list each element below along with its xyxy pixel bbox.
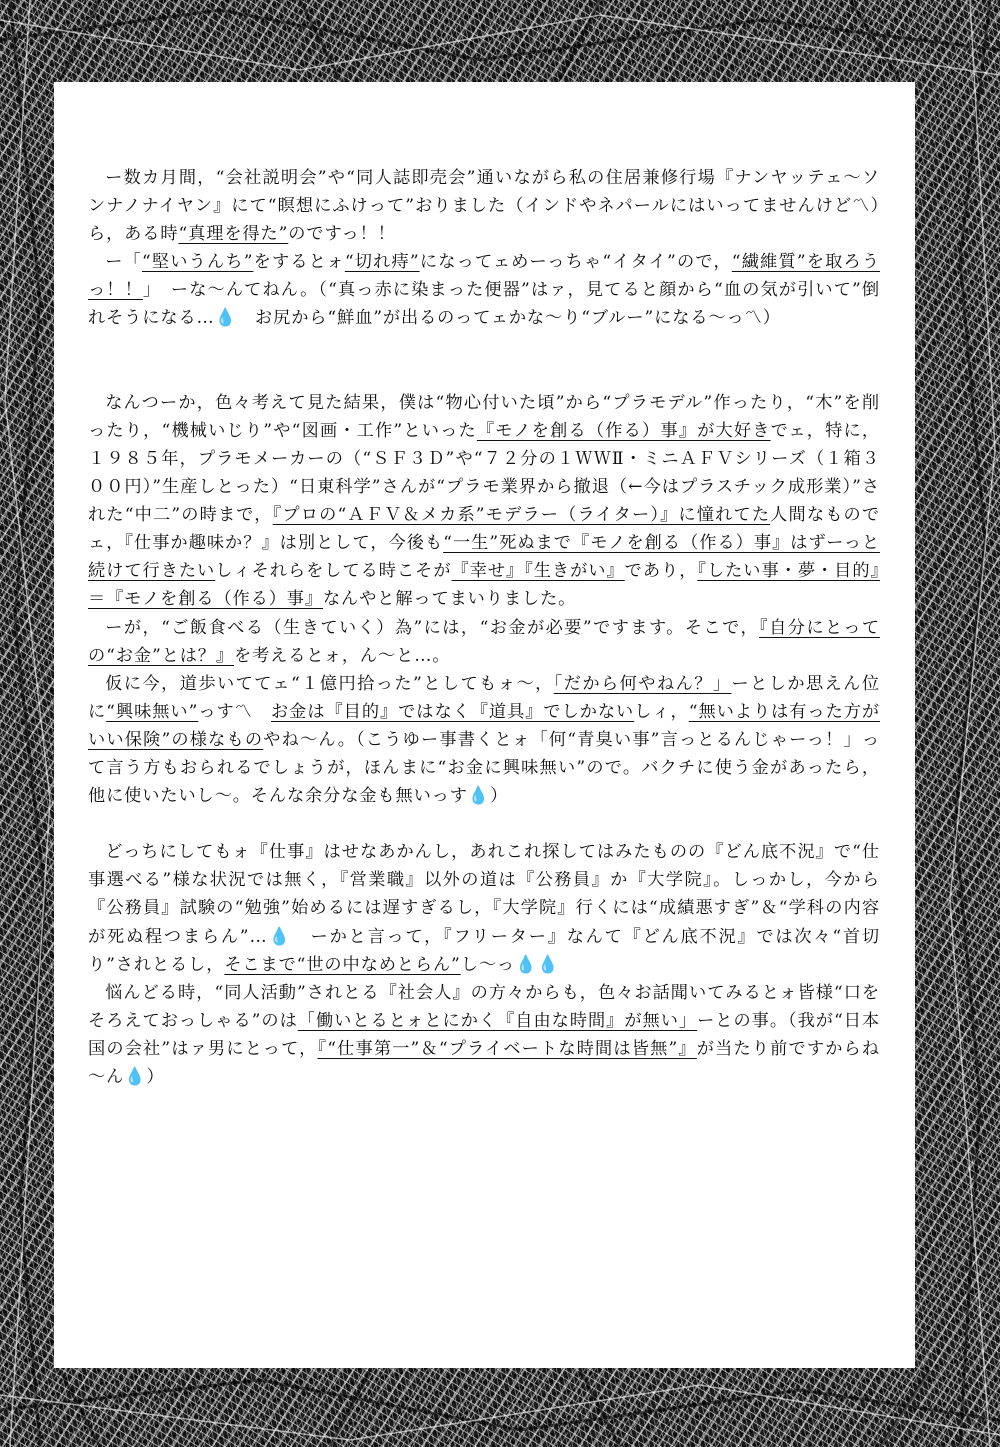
text-segment: になってェめーっちゃ“イタイ”ので， — [419, 252, 732, 273]
text-segment: のですっ！！ — [288, 224, 396, 245]
paragraph — [88, 389, 880, 614]
underlined-phrase: “切れ痔” — [344, 252, 420, 273]
paragraph — [88, 164, 880, 248]
underlined-phrase: 『したい事・夢・目的』＝『モノを創る（作る）事』 — [88, 561, 881, 610]
text-segment: を考えるとォ，ん～と…。 — [234, 645, 451, 666]
text-segment: ーが，“ご飯食べる（生きていく）為”には，“お金が必要”ですます。そこで， — [105, 617, 760, 638]
text-segment: 悩んどる時，“同人活動”されとる『社会人』の方々からも，色々お話聞いてみるとォ皆様“口をそろえておっしゃる”のは — [88, 982, 880, 1031]
text-segment: ーとしか思えん位に — [88, 673, 881, 722]
text-segment: 💧 — [267, 926, 292, 947]
underlined-phrase: 『自分にとっての“お金”とは？』 — [88, 617, 881, 666]
text-segment: ） — [762, 308, 781, 329]
text-segment: 💧💧 — [515, 954, 560, 975]
underlined-phrase: 『プロの“ＡＦＶ＆メカ系”モデラー（ライター）』に憧れてた — [272, 505, 771, 526]
text-segment: やね～ん。（こうゆー事書くとォ「何“青臭い事”言っとるんじゃーっ！」って言う方もおられるでしょうが，ほんまに“お金に興味無い”ので。バクチに使う金があったら，他に使いたいし～。そんな余分な金も無いっす — [88, 729, 880, 807]
text-segment: ） — [146, 1067, 165, 1087]
underlined-phrase: “一生”死ぬまで『モノを創る（作る）事』はずーっと続けて行きたい — [88, 533, 881, 582]
text-segment — [253, 702, 271, 722]
text-segment: ）ら，ある時 — [88, 196, 881, 245]
text-segment: ） — [490, 786, 509, 807]
paragraph — [88, 979, 880, 1091]
paragraph — [88, 248, 880, 332]
underlined-phrase: 『“仕事第一”＆“プライベートな時間は皆無”』 — [317, 1038, 697, 1059]
text-segment: でェ，特に，１９８５年，プラモメーカーの（“ＳＦ３Ｄ”や“７２分の１ＷＷⅡ・ミニＡＦＶシリーズ（１箱３００円）”生産しとった）“日東科学”さんが“プラモ業界から撤退（←今はプラスチック成形業）”された“中二”の時まで， — [88, 420, 880, 526]
text-segment: 〽 — [852, 196, 871, 217]
paragraph-gap — [88, 810, 880, 838]
text-segment: 〽 — [234, 701, 253, 722]
text-segment: 人間なものでェ，『仕事か趣味か？』は別として，今後も — [88, 505, 880, 554]
underlined-phrase: そこまで“世の中なめとらん” — [224, 954, 461, 975]
text-segment: が当たり前ですからね～ん — [88, 1038, 880, 1087]
underlined-phrase: 『幸せ』『生きがい』 — [451, 561, 625, 582]
underlined-phrase: “繊維質”を取ろうっ！！ — [88, 252, 880, 301]
paragraph-gap — [88, 361, 880, 389]
text-segment: 💧 — [124, 1067, 147, 1087]
text-segment: どっちにしてもォ『仕事』はせなあかんし，あれこれ探してはみたものの『どん底不況』で“仕事選べる”様な状況では無く，『営業職』以外の道は『公務員』か『大学院』。しっかし，今から『公務員』試験の“勉強”始めるには遅すぎるし，『大学院』行くには“成績悪すぎ”＆“学科の内容が死ぬ程つまらん”… — [88, 842, 880, 947]
paragraph-gap — [88, 333, 880, 361]
text-segment: ーかと言って，『フリーター』なんて『どん底不況』では次々“首切り”されとるし， — [88, 926, 880, 975]
text-segment: し～っ — [460, 954, 516, 975]
text-segment: 」 ーな～んてねん。（“真っ赤に染まった便器”はァ，見てると顔から“血の気が引いて”倒れそうになる… — [88, 280, 881, 329]
underlined-phrase: “真理を得た” — [178, 224, 289, 245]
underlined-phrase: 「だから何やねん？」 — [553, 673, 732, 694]
text-segment: お尻から“鮮血”が出るのってェかな～り“ブルー”になる～っ — [236, 308, 745, 329]
paragraph — [88, 838, 880, 978]
paragraph — [88, 614, 880, 670]
underlined-phrase: お金は『目的』ではなく『道具』でしかない — [271, 701, 635, 722]
underlined-phrase: “無いよりは有った方がいい保険”の様なもの — [88, 701, 880, 750]
text-segment: ーとの事。（我が“日本国の会社”はァ男にとって， — [88, 1010, 880, 1059]
underlined-phrase: “興味無い” — [106, 701, 199, 722]
text-segment: 仮に今，道歩いててェ“１億円拾った”としてもォ～， — [105, 673, 554, 694]
text-segment: ー数カ月間，“会社説明会”や“同人誌即売会”通いながら私の住居兼修行場『ナンヤッテェ～ソンナノナイヤン』にて“瞑想にふけって”おりました（インドやネパールにはいってませんけど — [88, 168, 880, 217]
text-segment: しィそれらをしてる時こそが — [215, 561, 452, 582]
text-segment: をするとォ — [253, 252, 345, 273]
body-text — [88, 164, 880, 1091]
text-segment: しィ， — [634, 701, 689, 722]
underlined-phrase: 「働いとるとォとにかく『自由な時間』が無い」 — [297, 1010, 698, 1031]
underlined-phrase: 『モノを創る（作る）事』が大好き — [476, 420, 771, 441]
underlined-phrase: “堅いうんち” — [141, 252, 254, 273]
text-segment: っす — [198, 701, 235, 722]
text-segment: 💧 — [467, 786, 491, 807]
text-segment: であり， — [624, 561, 698, 582]
text-segment: 〽 — [744, 308, 763, 329]
paragraph — [88, 670, 880, 810]
text-segment: ー「 — [105, 252, 142, 273]
text-segment: なんつーか，色々考えて見た結果，僕は“物心付いた頃”から“プラモデル”作ったり，“木”を削ったり，“機械いじり”や“図画・工作”といった — [88, 392, 880, 441]
text-segment: なんやと解ってまいりました。 — [322, 589, 577, 610]
text-segment: 💧 — [214, 308, 237, 329]
